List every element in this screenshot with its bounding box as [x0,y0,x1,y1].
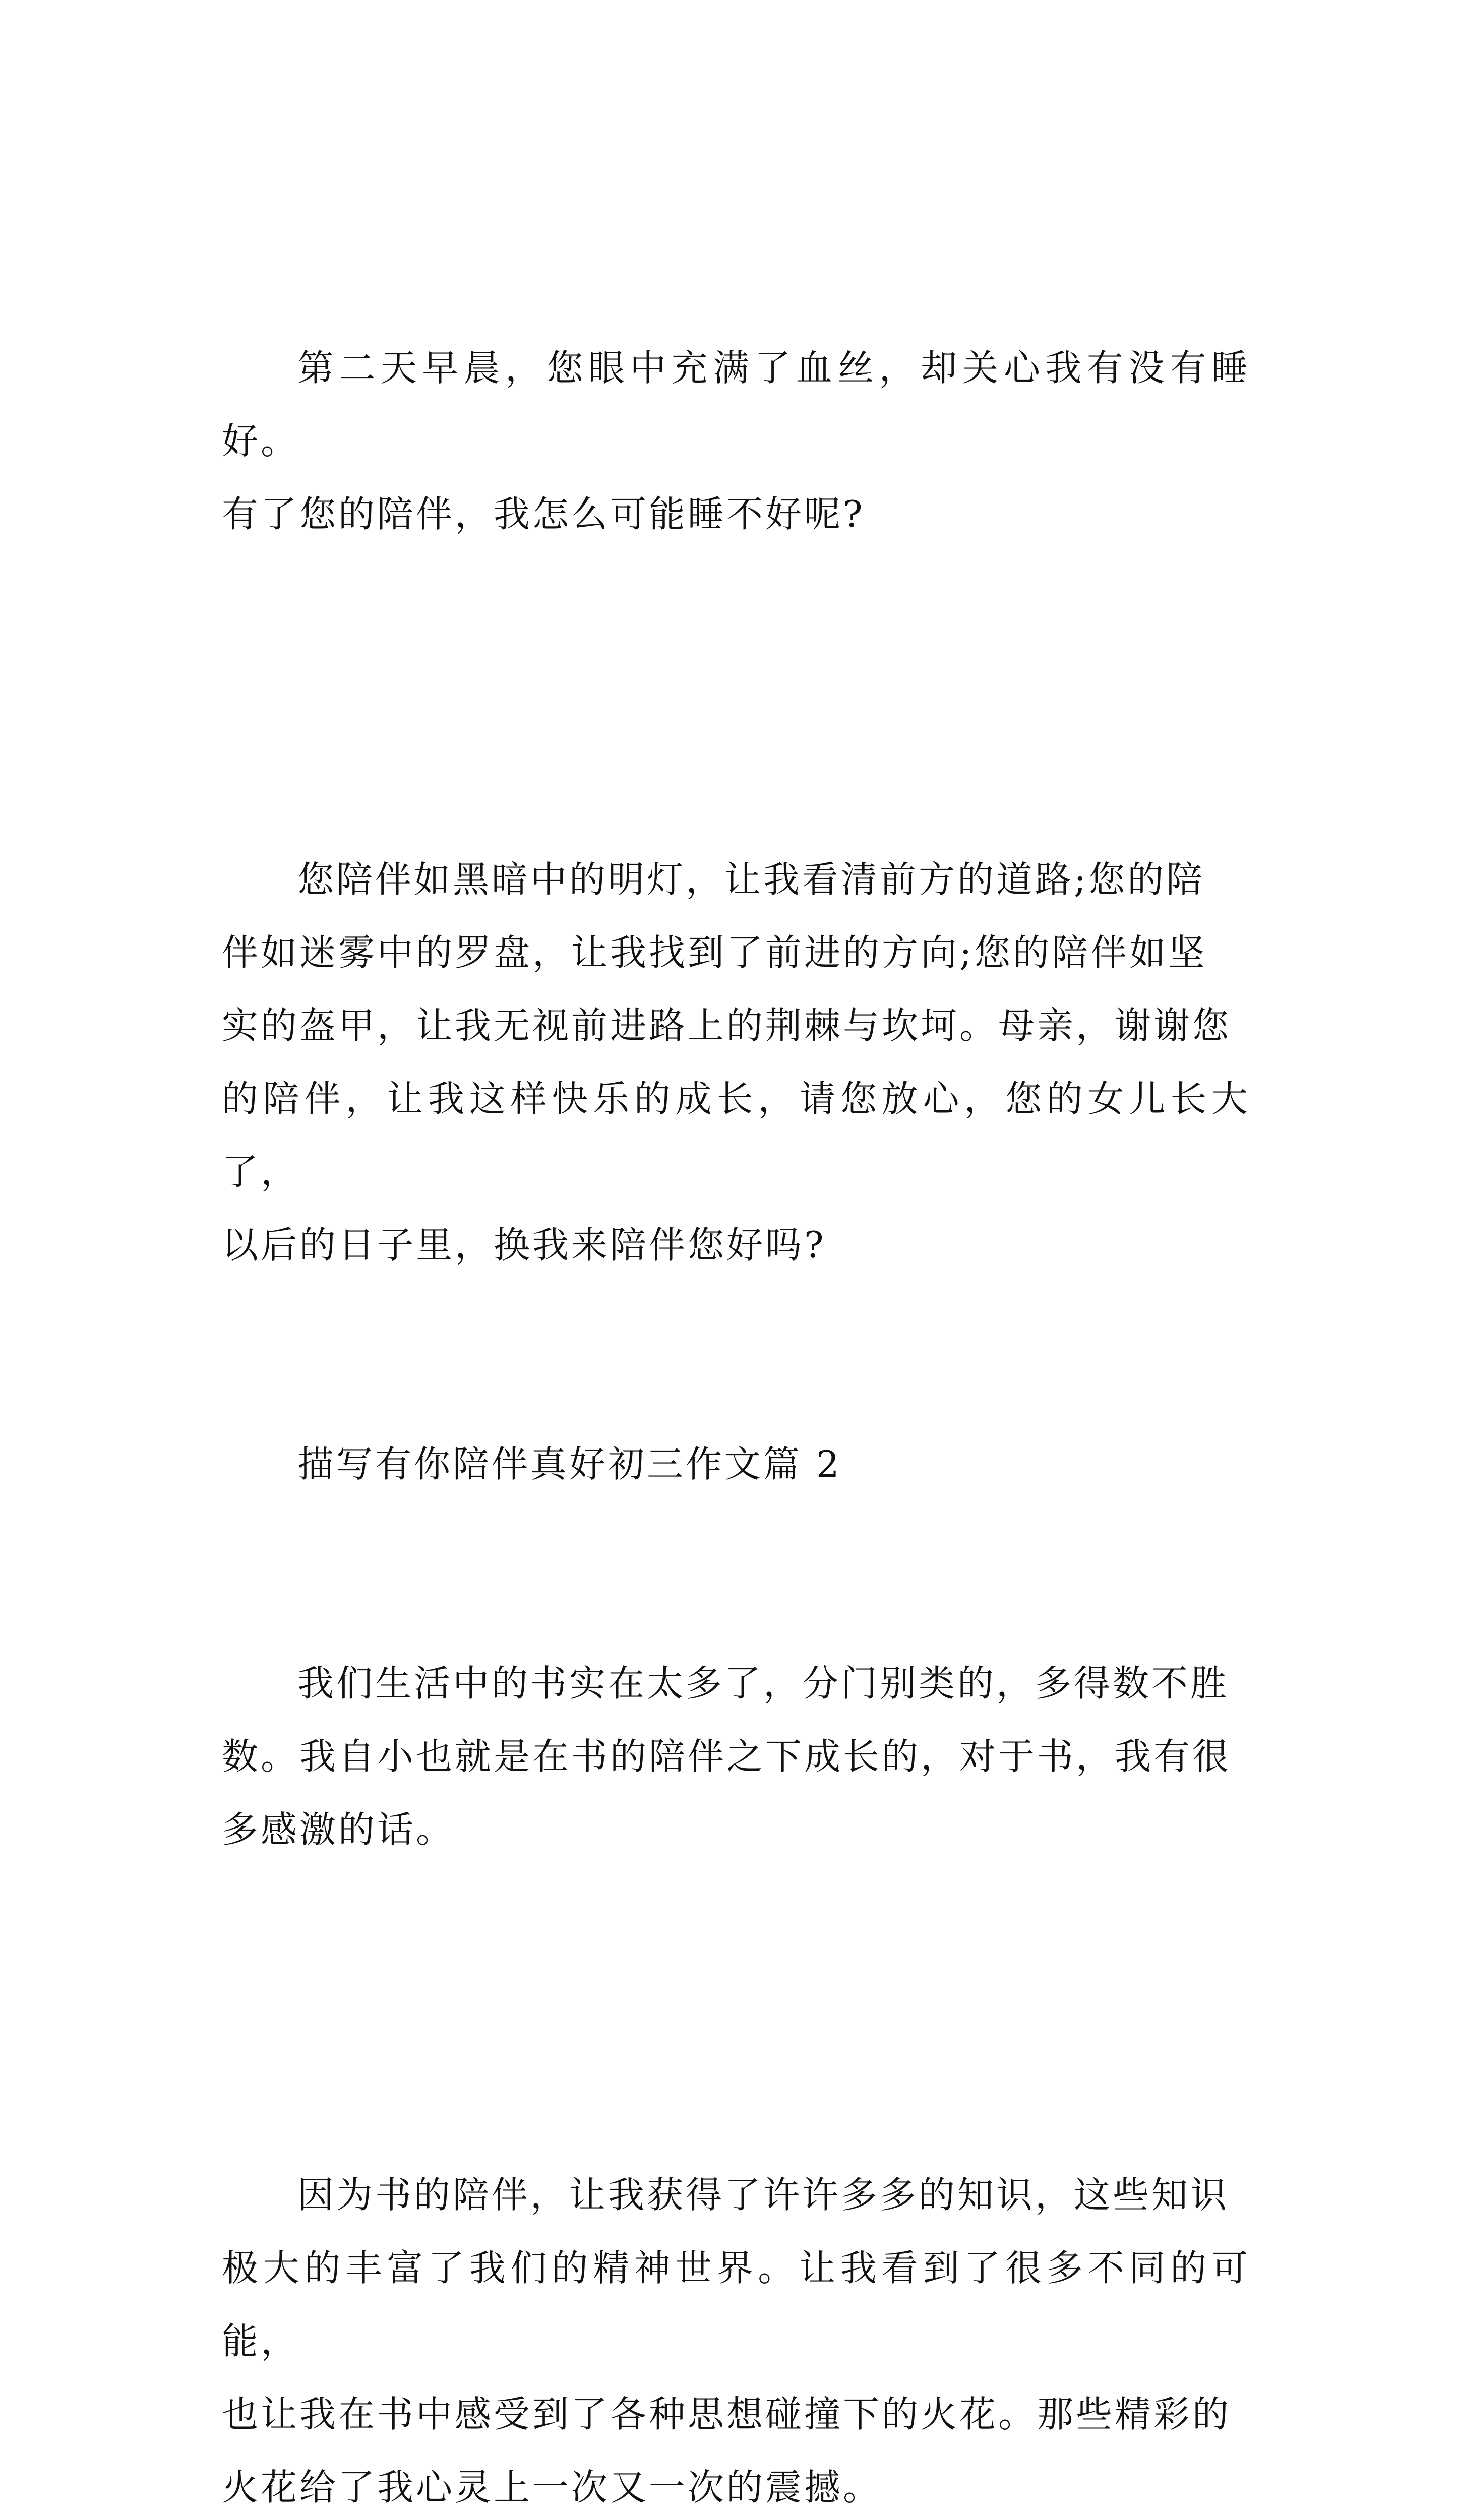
text-line: 火花给了我心灵上一次又一次的震撼。 [222,2466,882,2508]
text-line: 因为书的陪伴，让我获得了许许多多的知识，这些知识 [297,2174,1230,2216]
text-line: 也让我在书中感受到了各种思想碰撞下的火花。那些精彩的 [222,2393,1232,2435]
heading-text: 描写有你陪伴真好初三作文篇 2 [297,1443,842,1485]
text-line: 多感激的话。 [222,1808,455,1851]
text-line: 极大的丰富了我们的精神世界。让我看到了很多不同的可能， [222,2247,1250,2362]
paragraph [222,1501,1250,2012]
section-heading [222,1428,1250,1501]
text-line: 以后的日子里，换我来陪伴您好吗? [222,1224,826,1266]
text-line: 有了您的陪伴，我怎么可能睡不好呢? [222,493,865,535]
paragraph [222,697,1250,1428]
text-line: 数。我自小也就是在书的陪伴之下成长的，对于书，我有很 [222,1735,1232,1778]
text-line: 第二天早晨，您眼中充满了血丝，却关心我有没有睡好。 [222,347,1250,462]
document-body [222,185,1250,2520]
text-line: 的陪伴，让我这样快乐的成长，请您放心，您的女儿长大了， [222,1078,1250,1193]
text-line: 我们生活中的书实在太多了，分门别类的，多得数不胜 [297,1662,1230,1705]
paragraph [222,185,1250,697]
text-line: 实的盔甲，让我无视前进路上的荆棘与坎坷。母亲，谢谢您 [222,1004,1232,1047]
paragraph [222,2012,1250,2520]
text-line: 您陪伴如黑暗中的明灯，让我看清前方的道路;您的陪 [297,858,1205,901]
text-line: 伴如迷雾中的罗盘，让我找到了前进的方向;您的陪伴如坚 [222,931,1207,974]
